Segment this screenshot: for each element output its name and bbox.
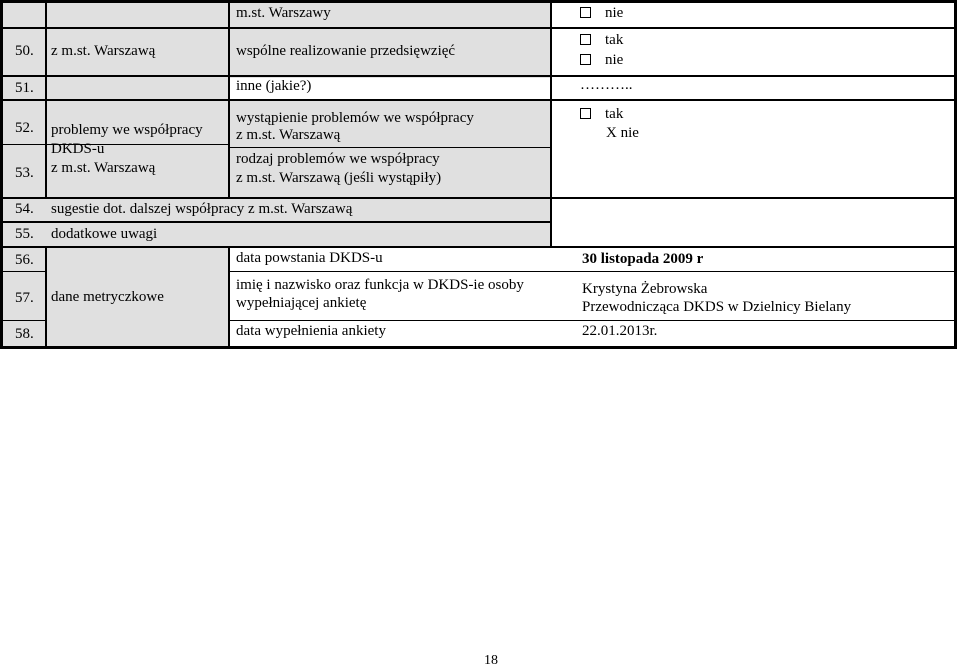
question-text: wypełniającej ankietę (236, 295, 367, 311)
question-text: m.st. Warszawy (236, 5, 331, 21)
page-number: 18 (484, 653, 498, 668)
question-text: z m.st. Warszawą (236, 127, 341, 143)
border-row-53 (0, 144, 228, 145)
answer-text: Przewodnicząca DKDS w Dzielnicy Bielany (582, 299, 852, 315)
question-text: wspólne realizowanie przedsięwzięć (236, 43, 456, 59)
topic-text: z m.st. Warszawą (51, 160, 156, 176)
border-row-56 (0, 246, 957, 248)
answer-text: 30 listopada 2009 r (582, 251, 704, 267)
topic-text: sugestie dot. dalszej współpracy z m.st. Warszawą (51, 201, 353, 217)
option-label: tak (605, 106, 624, 122)
row-number: 55. (15, 226, 34, 242)
question-text: imię i nazwisko oraz funkcja w DKDS-ie osoby (236, 277, 524, 293)
border-top (0, 0, 957, 3)
question-text: inne (jakie?) (236, 78, 312, 94)
checkbox-icon[interactable] (580, 108, 591, 119)
border-left (0, 0, 3, 349)
topic-text: dodatkowe uwagi (51, 226, 158, 242)
option-label: nie (605, 52, 624, 68)
border-col-3 (550, 0, 552, 247)
answer-option (580, 32, 623, 49)
border-col-1-lower (45, 247, 47, 349)
border-row-57-right (230, 271, 957, 272)
row-number: 56. (15, 252, 34, 268)
question-text: wystąpienie problemów we współpracy (236, 110, 474, 126)
checkbox-icon[interactable] (580, 54, 591, 65)
question-text: rodzaj problemów we współpracy (236, 151, 440, 167)
topic-text: DKDS-u (51, 141, 105, 157)
row-number: 51. (15, 80, 34, 96)
topic-text: dane metryczkowe (51, 289, 164, 305)
row-number: 50. (15, 43, 34, 59)
answer-text: ……….. (580, 77, 633, 93)
answer-option (580, 106, 623, 123)
answer-text: 22.01.2013r. (582, 323, 658, 339)
question-text: data powstania DKDS-u (236, 250, 383, 266)
border-row-58-right (230, 320, 957, 321)
checkbox-icon[interactable] (580, 7, 591, 18)
answer-selected-option: X nie (606, 125, 639, 141)
row-number: 54. (15, 201, 34, 217)
row-number: 58. (15, 326, 34, 342)
border-row-54 (0, 197, 957, 199)
question-text: data wypełnienia ankiety (236, 323, 386, 339)
border-bottom (0, 346, 957, 349)
border-row-57 (0, 271, 47, 272)
option-label: tak (605, 32, 624, 48)
row-number: 57. (15, 290, 34, 306)
answer-text: Krystyna Żebrowska (582, 281, 708, 297)
border-row-53-q (230, 147, 550, 148)
answer-option (580, 52, 623, 69)
border-row-51 (0, 75, 957, 77)
row-number: 53. (15, 165, 34, 181)
border-row-58 (0, 320, 47, 321)
row-number: 52. (15, 120, 34, 136)
border-row-55 (0, 221, 552, 223)
topic-text: problemy we współpracy (51, 122, 203, 138)
answer-option (580, 5, 623, 22)
question-text: z m.st. Warszawą (jeśli wystąpiły) (236, 170, 442, 186)
border-col-2-lower (228, 247, 230, 349)
border-row-52 (0, 99, 957, 101)
border-row-50 (0, 27, 957, 29)
topic-text: z m.st. Warszawą (51, 43, 156, 59)
option-label: nie (605, 5, 624, 21)
border-right (954, 0, 957, 349)
checkbox-icon[interactable] (580, 34, 591, 45)
